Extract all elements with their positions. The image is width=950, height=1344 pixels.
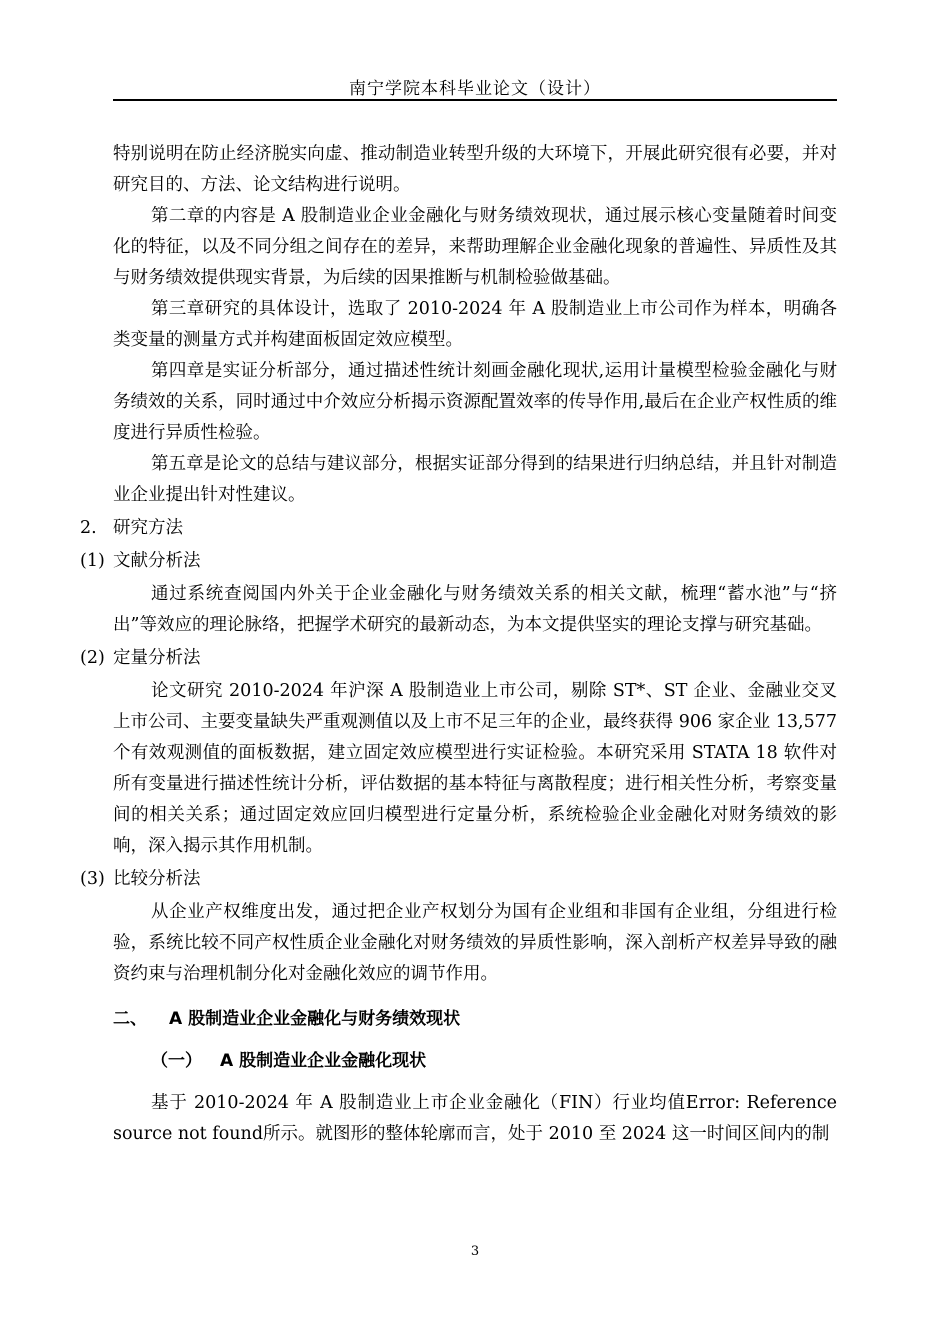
list-title: 定量分析法 [113, 648, 201, 668]
list-item-literature [80, 546, 837, 577]
paragraph: 论文研究 2010-2024 年沪深 A 股制造业上市公司，剔除 ST*、ST 企业、金融业交叉上市公司、主要变量缺失严重观测值以及上市不足三年的企业，最终获得 906 家企业 13,577 个有效观测值的面板数据，建立固定效应模型进行实证检验。本研究采用 STATA 18 软件对所有变量进行描述性统计分析，评估数据的基本特征与离散程度；进行相关性分析，考察变量间的相关关系；通过固定效应回归模型进行定量分析，系统检验企业金融化对财务绩效的影响，深入揭示其作用机制。 [113, 681, 837, 856]
paragraph: 基于 2010-2024 年 A 股制造业上市企业金融化（FIN）行业均值Error: Reference source not found所示。就图形的整体轮廓而言，处于 2010 至 2024 这一时间区间内的制 [113, 1093, 837, 1144]
list-number: (3) [80, 869, 105, 889]
list-item-quantitative [80, 643, 837, 674]
list-title: 文献分析法 [113, 551, 201, 571]
paragraph: 第三章研究的具体设计，选取了 2010-2024 年 A 股制造业上市公司作为样本，明确各类变量的测量方式并构建面板固定效应模型。 [113, 299, 837, 350]
header-rule [113, 99, 837, 101]
list-number: (1) [80, 551, 105, 571]
section-heading [113, 1004, 837, 1034]
paragraph: 从企业产权维度出发，通过把企业产权划分为国有企业组和非国有企业组，分组进行检验，系统比较不同产权性质企业金融化对财务绩效的异质性影响，深入剖析产权差异导致的融资约束与治理机制分化对金融化效应的调节作用。 [113, 902, 837, 984]
subsection-title: A 股制造业企业金融化现状 [220, 1051, 427, 1071]
section-title: A 股制造业企业金融化与财务绩效现状 [169, 1009, 461, 1029]
subsection-number: （一） [151, 1051, 202, 1071]
list-title: 研究方法 [113, 518, 183, 538]
paragraph: 第四章是实证分析部分，通过描述性统计刻画金融化现状,运用计量模型检验金融化与财务绩效的关系，同时通过中介效应分析揭示资源配置效率的传导作用,最后在企业产权性质的维度进行异质性检验。 [113, 361, 837, 443]
list-item-comparative [80, 864, 837, 895]
list-heading-methods [80, 513, 837, 544]
section-number: 二、 [113, 1009, 147, 1029]
page-header: 南宁学院本科毕业论文（设计） [349, 79, 601, 99]
list-number: (2) [80, 648, 105, 668]
list-number: 2. [80, 518, 97, 538]
list-title: 比较分析法 [113, 869, 201, 889]
paragraph: 特别说明在防止经济脱实向虚、推动制造业转型升级的大环境下，开展此研究很有必要，并对研究目的、方法、论文结构进行说明。 [113, 144, 837, 195]
document-body [80, 139, 837, 1150]
page-number: 3 [470, 1244, 480, 1259]
paragraph: 第五章是论文的总结与建议部分，根据实证部分得到的结果进行归纳总结，并且针对制造业企业提出针对性建议。 [113, 454, 837, 505]
subsection-heading [151, 1046, 837, 1076]
paragraph: 通过系统查阅国内外关于企业金融化与财务绩效关系的相关文献，梳理“蓄水池”与“挤出”等效应的理论脉络，把握学术研究的最新动态，为本文提供坚实的理论支撑与研究基础。 [113, 584, 837, 635]
paragraph: 第二章的内容是 A 股制造业企业金融化与财务绩效现状，通过展示核心变量随着时间变化的特征，以及不同分组之间存在的差异，来帮助理解企业金融化现象的普遍性、异质性及其与财务绩效提供现实背景，为后续的因果推断与机制检验做基础。 [113, 206, 837, 288]
